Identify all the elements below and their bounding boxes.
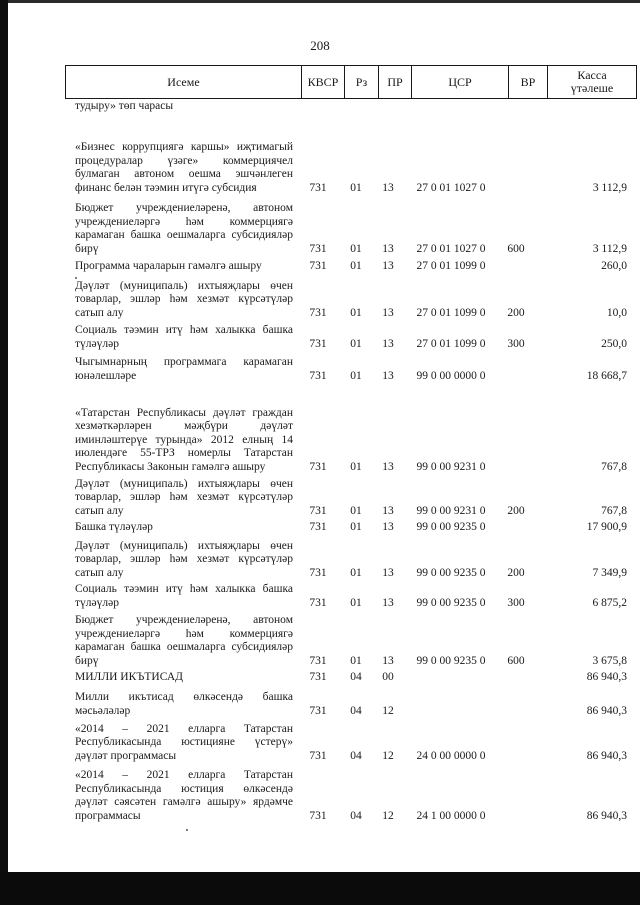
row-rz: 01: [350, 306, 362, 319]
row-pr: 13: [382, 460, 394, 473]
row-amount: 250,0: [601, 337, 627, 350]
scan-left-edge: [0, 0, 8, 905]
row-name: МИЛЛИ ИКЪТИСАД: [75, 670, 183, 683]
row-kbsr: 731: [309, 670, 327, 683]
row-name: Социаль тәэмин итү һәм халыкка башка түләүләр: [75, 324, 293, 350]
header-rz: Рз: [345, 66, 379, 99]
row-rz: 01: [350, 596, 362, 609]
table-row: [75, 99, 627, 113]
row-rz: 01: [350, 520, 362, 533]
row-rz: 04: [350, 704, 362, 717]
row-br: 200: [507, 306, 525, 319]
row-name: Бюджет учреждениеләренә, автоном учреждениеләргә һәм коммерциягә карамаган башка оешмаларга субсидияләр бирү: [75, 202, 293, 255]
row-csr: 27 0 01 1099 0: [416, 337, 486, 350]
row-br: 600: [507, 654, 525, 667]
table-row: [75, 273, 627, 320]
row-rz: 01: [350, 369, 362, 382]
header-csr: ЦСР: [412, 66, 509, 99]
table-body: [75, 99, 627, 823]
row-br: 300: [507, 337, 525, 350]
row-amount: 3 112,9: [592, 181, 627, 194]
row-pr: 13: [382, 596, 394, 609]
row-pr: 13: [382, 242, 394, 255]
row-pr: 13: [382, 337, 394, 350]
row-pr: 13: [382, 504, 394, 517]
row-kbsr: 731: [309, 809, 327, 822]
row-amount: 86 940,3: [586, 749, 627, 762]
row-amount: 7 349,9: [592, 566, 627, 579]
table-row: [75, 718, 627, 763]
row-br: 300: [507, 596, 525, 609]
table-row: [75, 610, 627, 668]
row-name: «2014 – 2021 елларга Татарстан Республикасында юстиция өлкәсендә дәүләт сәясәтен гамәлгә ашыру» ярдәмче программасы: [75, 769, 293, 822]
row-csr: 99 0 00 9235 0: [416, 596, 486, 609]
row-rz: 01: [350, 654, 362, 667]
row-kbsr: 731: [309, 704, 327, 717]
row-rz: 04: [350, 670, 362, 683]
scan-top-edge: [0, 0, 640, 3]
row-kbsr: 731: [309, 504, 327, 517]
table-header: [65, 65, 637, 99]
table-row: [75, 320, 627, 351]
row-pr: 12: [382, 809, 394, 822]
table-row: [75, 113, 627, 195]
row-name: Социаль тәэмин итү һәм халыкка башка түләүләр: [75, 583, 293, 609]
row-name: «2014 – 2021 елларга Татарстан Республикасында юстицияне үстерү» дәүләт программасы: [75, 722, 293, 762]
row-rz: 01: [350, 259, 362, 272]
row-pr: 12: [382, 749, 394, 762]
row-kbsr: 731: [309, 596, 327, 609]
row-pr: 13: [382, 306, 394, 319]
table-row: [75, 763, 627, 823]
row-name: «Бизнес коррупциягә каршы» иҗтимагый процедуралар үзәге» коммерциячел булмаган автоном оешма эшчәнлеген финанс белән тәэмин итүгә субсидия: [75, 141, 293, 194]
table-row: [75, 534, 627, 580]
row-kbsr: 731: [309, 259, 327, 272]
table-row: [75, 195, 627, 256]
row-br: 200: [507, 566, 525, 579]
row-csr: 99 0 00 9235 0: [416, 520, 486, 533]
row-name: Дәүләт (муниципаль) ихтыяҗлары өчен товарлар, эшләр һәм хезмәт күрсәтүләр сатып алу: [75, 279, 293, 319]
row-pr: 13: [382, 181, 394, 194]
page-number: 208: [310, 38, 330, 53]
row-csr: 27 0 01 1027 0: [416, 181, 486, 194]
row-amount: 3 112,9: [592, 242, 627, 255]
row-name: Милли икътисад өлкәсендә башка мәсьәләләр: [75, 691, 293, 717]
row-csr: 99 0 00 9231 0: [416, 460, 486, 473]
row-kbsr: 731: [309, 337, 327, 350]
header-kassa: [548, 66, 637, 99]
row-kbsr: 731: [309, 520, 327, 533]
row-kbsr: 731: [309, 242, 327, 255]
row-amount: 18 668,7: [586, 369, 627, 382]
row-csr: 27 0 01 1099 0: [416, 306, 486, 319]
row-kbsr: 731: [309, 369, 327, 382]
header-br: ВР: [509, 66, 548, 99]
header-kbsr: КВСР: [302, 66, 345, 99]
row-name: Башка түләүләр: [75, 520, 153, 533]
row-csr: 24 0 00 0000 0: [416, 749, 486, 762]
table-row: [75, 474, 627, 518]
row-kbsr: 731: [309, 566, 327, 579]
row-name: Дәүләт (муниципаль) ихтыяҗлары өчен товарлар, эшләр һәм хезмәт күрсәтүләр сатып алу: [75, 539, 293, 579]
row-pr: 13: [382, 520, 394, 533]
row-name: Программа чараларын гамәлгә ашыру: [75, 259, 262, 272]
row-name: Дәүләт (муниципаль) ихтыяҗлары өчен товарлар, эшләр һәм хезмәт күрсәтүләр сатып алу: [75, 477, 293, 517]
row-pr: 12: [382, 704, 394, 717]
row-name: Бюджет учреждениеләренә, автоном учреждениеләргә һәм коммерциягә карамаган башка оешмаларга субсидияләр бирү: [75, 614, 293, 667]
row-rz: 01: [350, 337, 362, 350]
row-csr: 99 0 00 9235 0: [416, 654, 486, 667]
row-pr: 00: [382, 670, 394, 683]
table-row: [75, 256, 627, 273]
row-pr: 13: [382, 369, 394, 382]
table-row: [75, 383, 627, 474]
row-rz: 01: [350, 504, 362, 517]
row-amount: 260,0: [601, 259, 627, 272]
header-kassa-line2: үтәлеше: [570, 81, 614, 95]
row-rz: 01: [350, 566, 362, 579]
table-row: [75, 351, 627, 383]
row-amount: 6 875,2: [592, 596, 627, 609]
header-name: Исеме: [66, 66, 302, 99]
row-name: тудыру» төп чарасы: [75, 99, 174, 112]
table-row: [75, 580, 627, 610]
row-csr: 27 0 01 1027 0: [416, 242, 486, 255]
row-kbsr: 731: [309, 749, 327, 762]
row-pr: 13: [382, 654, 394, 667]
row-rz: 01: [350, 460, 362, 473]
row-rz: 04: [350, 809, 362, 822]
row-amount: 767,8: [601, 460, 627, 473]
row-amount: 86 940,3: [586, 670, 627, 683]
row-amount: 86 940,3: [586, 809, 627, 822]
table-row: [75, 668, 627, 684]
row-csr: 27 0 01 1099 0: [416, 259, 486, 272]
scan-speck: [75, 277, 77, 279]
row-rz: 01: [350, 181, 362, 194]
row-kbsr: 731: [309, 460, 327, 473]
row-csr: 99 0 00 0000 0: [416, 369, 486, 382]
row-name: Чыгымнарның программага карамаган юнәлешләре: [75, 356, 293, 382]
row-csr: 24 1 00 0000 0: [416, 809, 486, 822]
scan-bottom-edge: [0, 872, 640, 905]
header-pr: ПР: [379, 66, 412, 99]
row-br: 600: [507, 242, 525, 255]
table-row: [75, 684, 627, 718]
row-rz: 01: [350, 242, 362, 255]
row-kbsr: 731: [309, 654, 327, 667]
row-amount: 10,0: [606, 306, 627, 319]
table-row: [75, 518, 627, 534]
row-rz: 04: [350, 749, 362, 762]
row-amount: 17 900,9: [586, 520, 627, 533]
row-name: «Татарстан Республикасы дәүләт граждан хезмәткәрләрен мәҗбүри дәүләт иминләштерүе турында» 2012 елның 14 июлендәге 55-ТРЗ номерлы Татарстан Республикасы Законын гамәлгә ашыру: [75, 406, 293, 473]
scan-speck: [186, 829, 188, 831]
row-csr: 99 0 00 9235 0: [416, 566, 486, 579]
row-pr: 13: [382, 566, 394, 579]
row-pr: 13: [382, 259, 394, 272]
row-csr: 99 0 00 9231 0: [416, 504, 486, 517]
row-amount: 3 675,8: [592, 654, 627, 667]
row-kbsr: 731: [309, 306, 327, 319]
row-br: 200: [507, 504, 525, 517]
row-kbsr: 731: [309, 181, 327, 194]
row-amount: 767,8: [601, 504, 627, 517]
row-amount: 86 940,3: [586, 704, 627, 717]
header-kassa-line1: Касса: [577, 68, 607, 82]
